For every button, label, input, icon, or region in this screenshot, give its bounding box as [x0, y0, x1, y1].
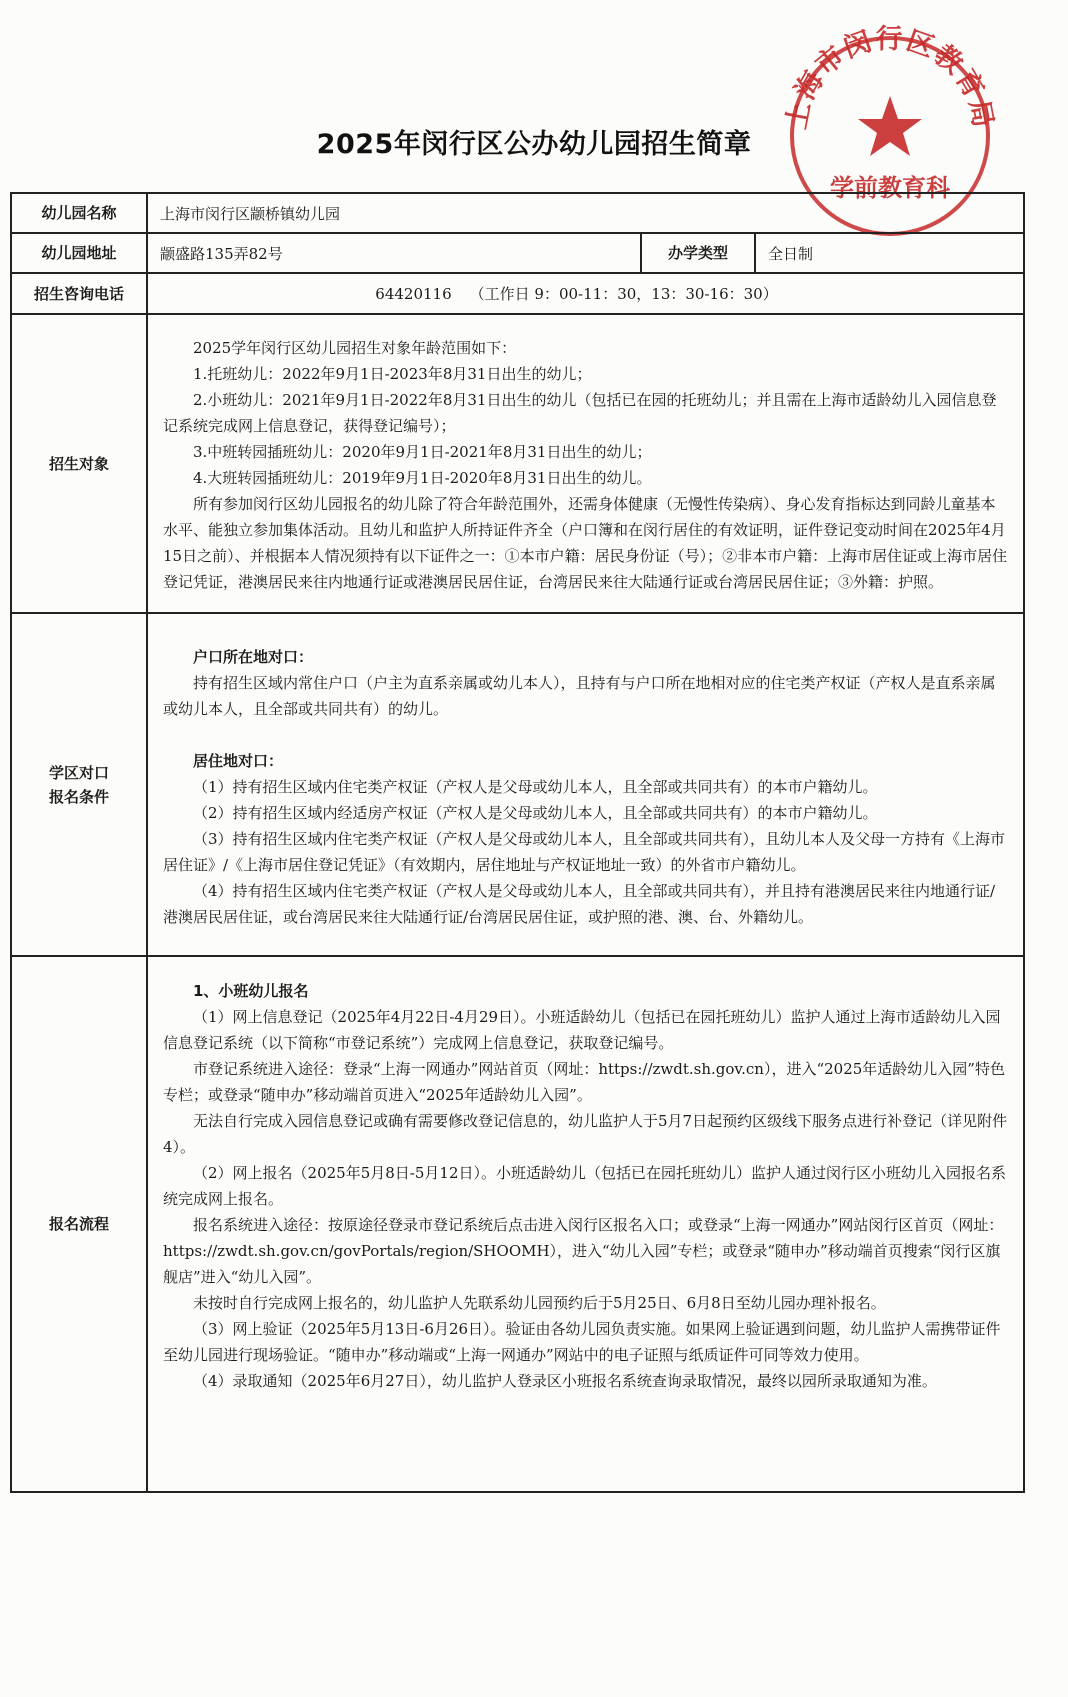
enrollment-target-content — [147, 314, 1024, 613]
seal-dept-text: 学前教育科 — [830, 174, 950, 202]
row-kindergarten-address — [11, 233, 1024, 273]
phone-hours: （工作日 9：00-11：30，13：30-16：30） — [469, 285, 778, 303]
target-line-5: 所有参加闵行区幼儿园报名的幼儿除了符合年龄范围外，还需身体健康（无慢性传染病）、身心发育指标达到同龄儿童基本水平、能独立参加集体活动。且幼儿和监护人所持证件齐全（户口簿和在闵行居住的有效证明，证件登记变动时间在2025年4月15日之前）、并根据本人情况须持有以下证件之一：①本市户籍：居民身份证（号）；②非本市户籍：上海市居住证或上海市居住登记凭证，港澳居民来往内地通行证或港澳居民居住证，台湾居民来往大陆通行证或台湾居民居住证；③外籍：护照。 — [163, 494, 1008, 591]
kindergarten-address-value: 颛盛路135弄82号 — [147, 233, 641, 273]
target-line-2: 2.小班幼儿：2021年9月1日-2022年8月31日出生的幼儿（包括已在园的托班幼儿；并且需在上海市适龄幼儿入园信息登记系统完成网上信息登记，获得登记编号）； — [163, 390, 997, 435]
page-title: 2025年闵行区公办幼儿园招生简章 — [316, 129, 752, 160]
kindergarten-address-label: 幼儿园地址 — [11, 233, 147, 273]
enrollment-target-label: 招生对象 — [11, 314, 147, 613]
row-enrollment-target — [11, 314, 1024, 613]
process-heading: 1、小班幼儿报名 — [193, 982, 309, 1000]
admission-table — [10, 192, 1025, 1493]
registration-process-content — [147, 956, 1024, 1492]
district-label-line1: 学区对口 — [48, 763, 109, 782]
residence-item-4: （4）持有招生区域内住宅类产权证（产权人是父母或幼儿本人，且全部或共同共有），并且持有港澳居民来往内地通行证/港澳居民居住证，或台湾居民来往大陆通行证/台湾居民居住证，或护照的港、澳、台、外籍幼儿。 — [163, 881, 996, 926]
hukou-heading: 户口所在地对口： — [193, 647, 314, 666]
school-type-label: 办学类型 — [641, 233, 755, 273]
phone-number: 64420116 — [375, 285, 452, 303]
residence-item-2: （2）持有招生区域内经适房产权证（产权人是父母或幼儿本人，且全部或共同共有）的本市户籍幼儿。 — [193, 803, 878, 822]
process-line-2: 无法自行完成入园信息登记或确有需要修改登记信息的，幼儿监护人于5月7日起预约区级线下服务点进行补登记（详见附件4）。 — [163, 1112, 1008, 1156]
phone-cell — [147, 273, 1024, 314]
phone-label: 招生咨询电话 — [11, 273, 147, 314]
target-line-0: 2025学年闵行区幼儿园招生对象年龄范围如下： — [193, 338, 517, 357]
row-district-conditions — [11, 613, 1024, 956]
district-conditions-label — [11, 613, 147, 956]
hukou-paragraph: 持有招生区域内常住户口（户主为直系亲属或幼儿本人），且持有与户口所在地相对应的住宅类产权证（产权人是直系亲属或幼儿本人，且全部或共同共有）的幼儿。 — [163, 673, 996, 718]
process-line-6: （3）网上验证（2025年5月13日-6月26日）。验证由各幼儿园负责实施。如果网上验证遇到问题，幼儿监护人需携带证件至幼儿园进行现场验证。“随申办”移动端或“上海一网通办”网站中的电子证照与纸质证件可同等效力使用。 — [163, 1320, 1001, 1364]
residence-item-3: （3）持有招生区域内住宅类产权证（产权人是父母或幼儿本人，且全部或共同共有），且幼儿本人及父母一方持有《上海市居住证》/《上海市居住登记凭证》（有效期内，居住地址与产权证地址一致）的外省市户籍幼儿。 — [163, 829, 1006, 874]
target-line-3: 3.中班转园插班幼儿：2020年9月1日-2021年8月31日出生的幼儿； — [193, 442, 652, 461]
target-line-4: 4.大班转园插班幼儿：2019年9月1日-2020年8月31日出生的幼儿。 — [193, 468, 652, 487]
seal-org-text: 上海市闵行区教育局 — [781, 23, 999, 132]
process-line-0: （1）网上信息登记（2025年4月22日-4月29日）。小班适龄幼儿（包括已在园托班幼儿）监护人通过上海市适龄幼儿入园信息登记系统（以下简称“市登记系统”）完成网上信息登记，获取登记编号。 — [163, 1008, 1001, 1052]
registration-process-label: 报名流程 — [11, 956, 147, 1492]
kindergarten-name-value: 上海市闵行区颛桥镇幼儿园 — [147, 193, 1024, 233]
residence-heading: 居住地对口： — [193, 751, 284, 770]
target-line-1: 1.托班幼儿：2022年9月1日-2023年8月31日出生的幼儿； — [193, 364, 592, 383]
process-line-7: （4）录取通知（2025年6月27日），幼儿监护人登录区小班报名系统查询录取情况，最终以园所录取通知为准。 — [193, 1372, 937, 1390]
process-line-5: 未按时自行完成网上报名的，幼儿监护人先联系幼儿园预约后于5月25日、6月8日至幼儿园办理补报名。 — [193, 1294, 886, 1312]
process-line-3: （2）网上报名（2025年5月8日-5月12日）。小班适龄幼儿（包括已在园托班幼儿）监护人通过闵行区小班幼儿入园报名系统完成网上报名。 — [163, 1164, 1007, 1208]
school-type-value: 全日制 — [755, 233, 1024, 273]
seal-star-icon — [858, 96, 922, 156]
process-line-4: 报名系统进入途径：按原途径登录市登记系统后点击进入闵行区报名入口；或登录“上海一网通办”网站闵行区首页（网址：https://zwdt.sh.gov.cn/govPortals/region/SHOOMH），进入“幼儿入园”专栏；或登录“随申办”移动端首页搜索“闵行区旗舰店”进入“幼儿入园”。 — [163, 1216, 1004, 1286]
row-phone — [11, 273, 1024, 314]
residence-item-1: （1）持有招生区域内住宅类产权证（产权人是父母或幼儿本人，且全部或共同共有）的本市户籍幼儿。 — [193, 777, 878, 796]
row-registration-process — [11, 956, 1024, 1492]
district-conditions-content — [147, 613, 1024, 956]
kindergarten-name-label: 幼儿园名称 — [11, 193, 147, 233]
process-line-1: 市登记系统进入途径：登录“上海一网通办”网站首页（网址：https://zwdt.sh.gov.cn），进入“2025年适龄幼儿入园”特色专栏；或登录“随申办”移动端首页进入“2025年适龄幼儿入园”。 — [163, 1060, 1005, 1104]
row-kindergarten-name — [11, 193, 1024, 233]
district-label-line2: 报名条件 — [48, 787, 109, 806]
